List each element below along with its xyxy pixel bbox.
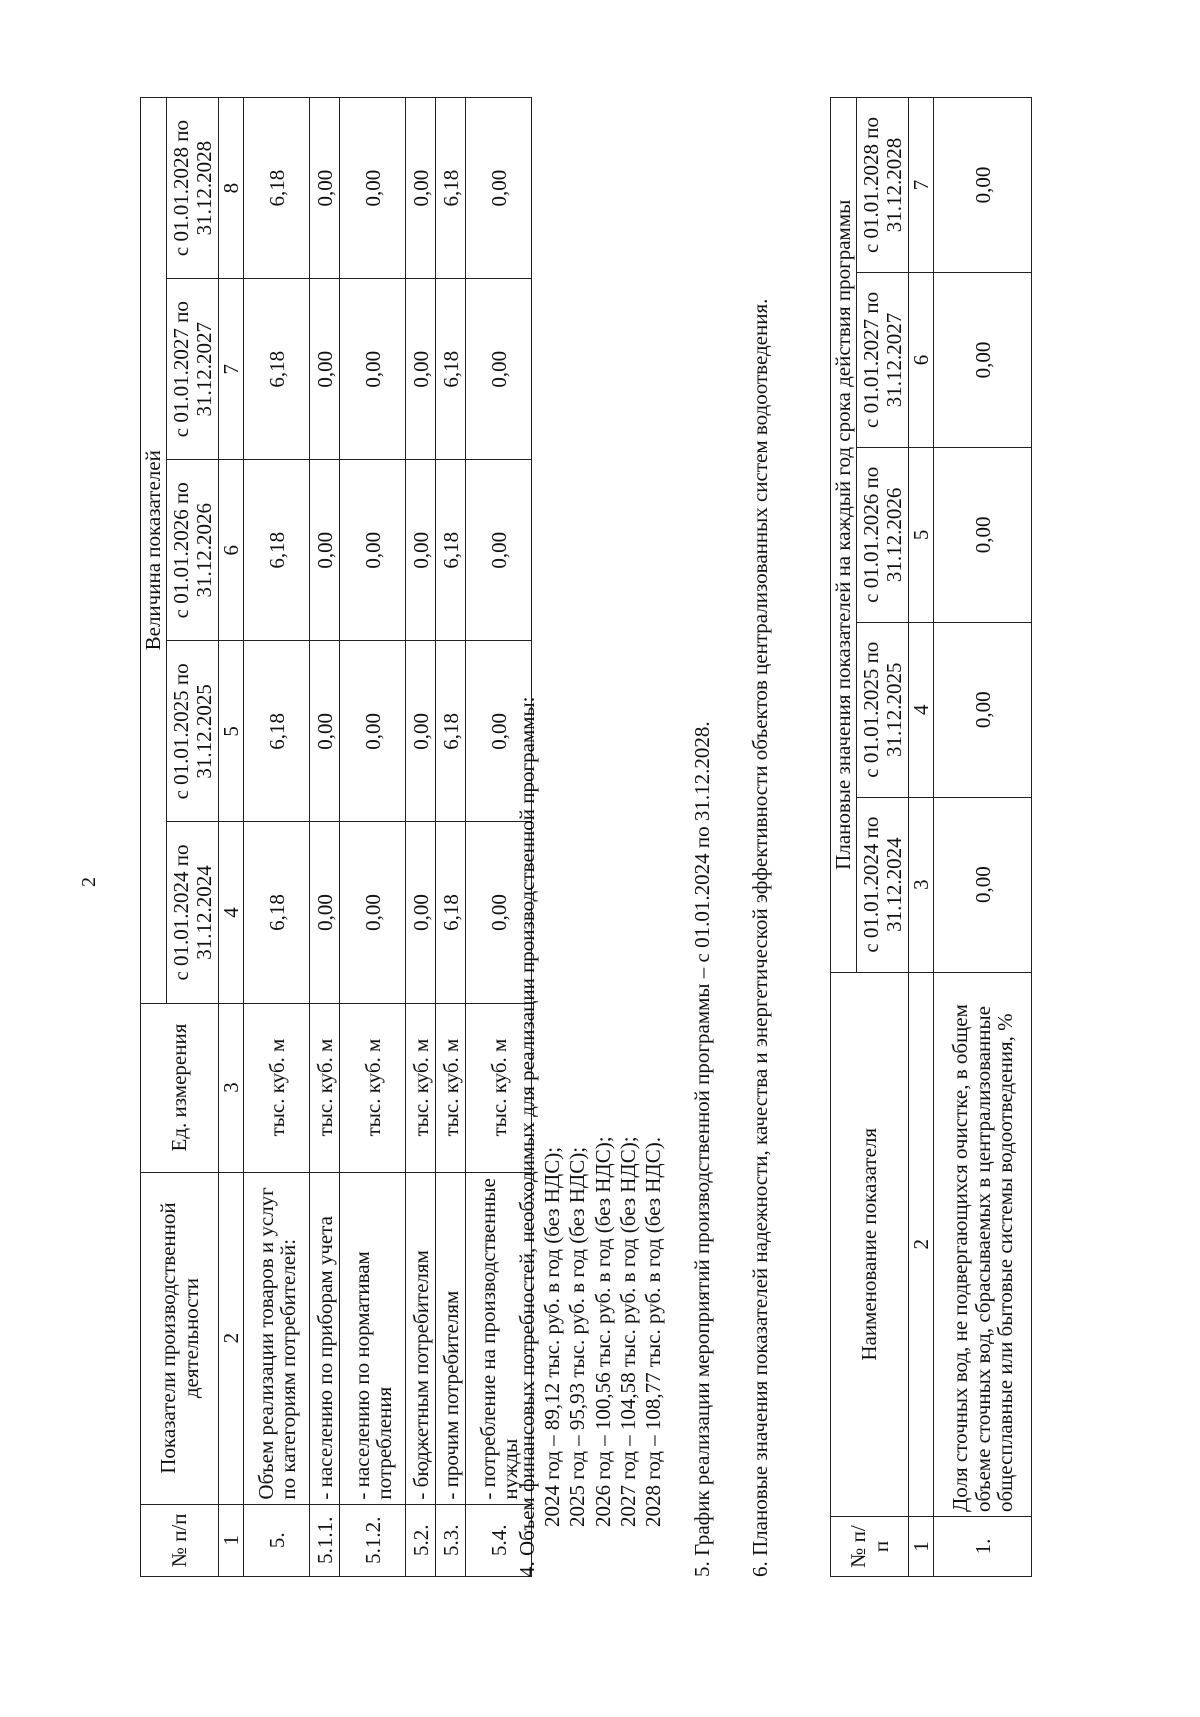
col-number: 3 xyxy=(219,1003,244,1172)
row-value: 0,00 xyxy=(340,822,406,1003)
row-name: Доля сточных вод, не подвергающихся очистке, в общем объеме сточных вод, сбрасываемых в централизованные общесплавные или бытовые системы водоотведения, % xyxy=(934,972,1032,1517)
row-value: 6,18 xyxy=(436,460,466,641)
row-unit: тыс. куб. м xyxy=(436,1003,466,1172)
row-value: 0,00 xyxy=(406,98,436,279)
row-value: 6,18 xyxy=(244,460,310,641)
table-row xyxy=(340,98,406,1577)
col-number: 4 xyxy=(219,822,244,1003)
row-value: 0,00 xyxy=(406,279,436,460)
row-name: - населению по приборам учета xyxy=(310,1172,340,1504)
row-value: 6,18 xyxy=(244,98,310,279)
finance-line: 2024 год – 89,12 тыс. руб. в год (без НДС); xyxy=(540,1146,565,1527)
row-value: 0,00 xyxy=(310,279,340,460)
section-4 xyxy=(515,697,666,1577)
row-unit: тыс. куб. м xyxy=(244,1003,310,1172)
row-unit: тыс. куб. м xyxy=(466,1003,532,1172)
row-value: 0,00 xyxy=(310,641,340,822)
row-value: 0,00 xyxy=(934,98,1032,273)
row-unit: тыс. куб. м xyxy=(310,1003,340,1172)
col-number: 7 xyxy=(219,279,244,460)
row-value: 6,18 xyxy=(436,641,466,822)
finance-line: 2026 год – 100,56 тыс. руб. в год (без НДС); xyxy=(590,1136,615,1527)
row-value: 6,18 xyxy=(244,279,310,460)
row-value: 0,00 xyxy=(934,797,1032,972)
header-unit: Ед. измерения xyxy=(141,1003,219,1172)
section-5: 5. График реализации мероприятий производственной программы – с 01.01.2024 по 31.12.2028. xyxy=(690,721,714,1577)
row-value: 0,00 xyxy=(466,641,532,822)
col-number: 5 xyxy=(909,447,934,622)
header-period: с 01.01.2027 по 31.12.2027 xyxy=(167,279,219,460)
header-period: с 01.01.2026 по 31.12.2026 xyxy=(167,460,219,641)
header-num: № п/п xyxy=(141,1504,219,1576)
row-value: 6,18 xyxy=(436,279,466,460)
row-num: 1. xyxy=(934,1517,1032,1577)
header-group: Величина показателей xyxy=(141,98,167,1004)
header-period: с 01.01.2025 по 31.12.2025 xyxy=(857,622,909,797)
col-number: 3 xyxy=(909,797,934,972)
row-value: 0,00 xyxy=(340,279,406,460)
page-number: 2 xyxy=(78,877,100,887)
row-name: - прочим потребителям xyxy=(436,1172,466,1504)
finance-line: 2027 год – 104,58 тыс. руб. в год (без НДС); xyxy=(615,1136,640,1527)
row-value: 0,00 xyxy=(340,460,406,641)
header-period: с 01.01.2024 по 31.12.2024 xyxy=(857,797,909,972)
table-row xyxy=(406,98,436,1577)
row-value: 6,18 xyxy=(244,641,310,822)
production-indicators-table xyxy=(140,97,532,1577)
header-period: с 01.01.2028 по 31.12.2028 xyxy=(857,98,909,273)
table-row xyxy=(934,98,1032,1577)
finance-line: 2025 год – 95,93 тыс. руб. в год (без НДС); xyxy=(565,1146,590,1527)
table-row xyxy=(436,98,466,1577)
row-num: 5.1.2. xyxy=(340,1504,406,1576)
header-name: Наименование показателя xyxy=(831,972,909,1517)
col-number: 4 xyxy=(909,622,934,797)
row-value: 0,00 xyxy=(466,822,532,1003)
row-value: 0,00 xyxy=(466,279,532,460)
row-num: 5. xyxy=(244,1504,310,1576)
row-value: 0,00 xyxy=(406,460,436,641)
section-6: 6. Плановые значения показателей надежности, качества и энергетической эффективности объектов централизованных систем водоотведения. xyxy=(748,298,772,1577)
finance-line: 2028 год – 108,77 тыс. руб. в год (без НДС). xyxy=(640,1136,665,1527)
row-value: 0,00 xyxy=(934,447,1032,622)
row-num: 5.1.1. xyxy=(310,1504,340,1576)
col-number: 5 xyxy=(219,641,244,822)
table-row xyxy=(244,98,310,1577)
row-value: 0,00 xyxy=(934,622,1032,797)
reliability-indicators-table xyxy=(830,97,1032,1577)
header-num: № п/п xyxy=(831,1517,909,1577)
col-number: 6 xyxy=(909,272,934,447)
header-indicator: Показатели производственной деятельности xyxy=(141,1172,219,1504)
table-row xyxy=(310,98,340,1577)
row-value: 0,00 xyxy=(340,641,406,822)
row-value: 6,18 xyxy=(436,98,466,279)
row-value: 0,00 xyxy=(310,98,340,279)
col-number: 1 xyxy=(219,1504,244,1576)
header-period: с 01.01.2028 по 31.12.2028 xyxy=(167,98,219,279)
row-name: Объем реализации товаров и услуг по категориям потребителей: xyxy=(244,1172,310,1504)
row-unit: тыс. куб. м xyxy=(340,1003,406,1172)
header-group: Плановые значения показателей на каждый год срока действия программы xyxy=(831,98,857,973)
header-period: с 01.01.2024 по 31.12.2024 xyxy=(167,822,219,1003)
row-value: 6,18 xyxy=(244,822,310,1003)
row-value: 6,18 xyxy=(436,822,466,1003)
row-unit: тыс. куб. м xyxy=(406,1003,436,1172)
row-num: 5.2. xyxy=(406,1504,436,1576)
col-number: 1 xyxy=(909,1517,934,1577)
row-value: 0,00 xyxy=(466,98,532,279)
col-number: 2 xyxy=(909,972,934,1517)
col-number: 6 xyxy=(219,460,244,641)
row-value: 0,00 xyxy=(340,98,406,279)
row-num: 5.3. xyxy=(436,1504,466,1576)
row-name: - бюджетным потребителям xyxy=(406,1172,436,1504)
row-name: - потребление на производственные нужды xyxy=(466,1172,532,1504)
row-value: 0,00 xyxy=(310,822,340,1003)
row-value: 0,00 xyxy=(310,460,340,641)
header-period: с 01.01.2025 по 31.12.2025 xyxy=(167,641,219,822)
row-value: 0,00 xyxy=(406,641,436,822)
row-value: 0,00 xyxy=(934,272,1032,447)
col-number: 2 xyxy=(219,1172,244,1504)
row-name: - населению по нормативам потребления xyxy=(340,1172,406,1504)
header-period: с 01.01.2026 по 31.12.2026 xyxy=(857,447,909,622)
row-value: 0,00 xyxy=(466,460,532,641)
header-period: с 01.01.2027 по 31.12.2027 xyxy=(857,272,909,447)
row-num: 5.4. xyxy=(466,1504,532,1576)
col-number: 8 xyxy=(219,98,244,279)
row-value: 0,00 xyxy=(406,822,436,1003)
section-4-title: 4. Объем финансовых потребностей, необходимых для реализации производственной программы: xyxy=(515,696,539,1577)
col-number: 7 xyxy=(909,98,934,273)
